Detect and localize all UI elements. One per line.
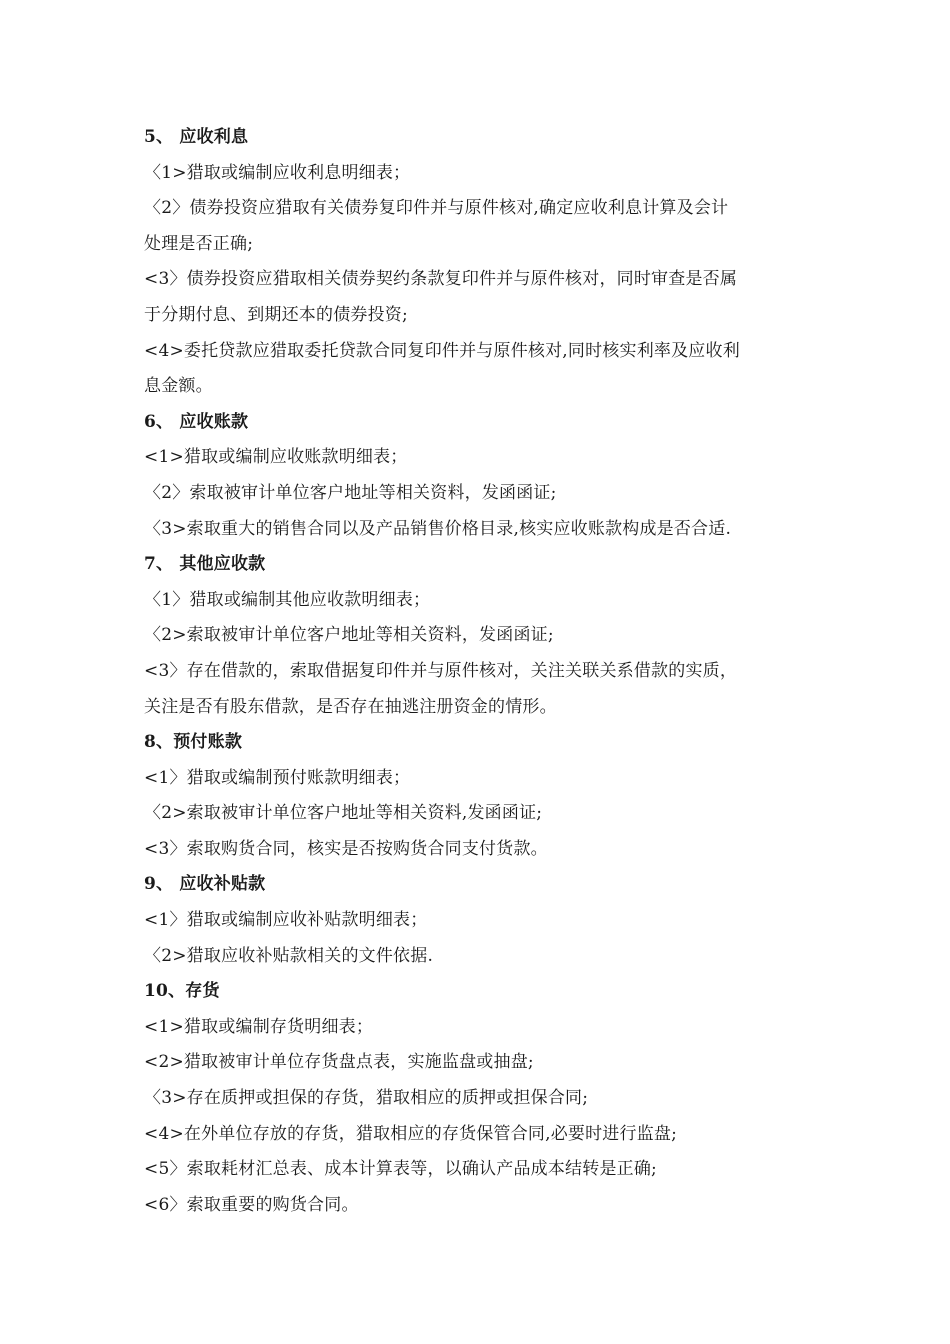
paragraph-line: <3〉债券投资应猎取相关债券契约条款复印件并与原件核对，同时审查是否属 (144, 269, 738, 290)
paragraph-line: <4>在外单位存放的存货，猎取相应的存货保管合同,必要时进行监盘; (144, 1123, 678, 1144)
paragraph-line: <6〉索取重要的购货合同。 (144, 1194, 359, 1215)
paragraph-line: 〈2>索取被审计单位客户地址等相关资料,发函函证; (144, 803, 543, 824)
paragraph-line: <1〉猎取或编制应收补贴款明细表； (144, 910, 428, 931)
section-other-receivables (144, 547, 814, 725)
paragraph-line: 〈2>猎取应收补贴款相关的文件依据. (144, 945, 434, 966)
section-heading: 5、 应收利息 (144, 127, 249, 147)
paragraph-line: <3〉存在借款的，索取借据复印件并与原件核对，关注关联关系借款的实质， (144, 660, 738, 681)
paragraph-line: <1>猎取或编制存货明细表； (144, 1016, 374, 1037)
paragraph-line: 〈2〉债券投资应猎取有关债券复印件并与原件核对,确定应收利息计算及会计 (144, 198, 729, 219)
section-heading: 6、 应收账款 (144, 411, 249, 432)
document-page (144, 120, 814, 1223)
paragraph-line: <4>委托贷款应猎取委托贷款合同复印件并与原件核对,同时核实利率及应收利 (144, 340, 740, 361)
section-heading: 8、预付账款 (144, 732, 243, 753)
section-heading: 7、 其他应收款 (144, 554, 266, 575)
paragraph-line: 〈1〉猎取或编制其他应收款明细表； (144, 589, 431, 610)
paragraph-line: 处理是否正确; (144, 233, 254, 254)
paragraph-line: 息金额。 (144, 376, 213, 397)
paragraph-line: <1>猎取或编制应收账款明细表； (144, 447, 408, 468)
section-heading: 10、存货 (144, 981, 220, 1002)
section-subsidies-receivable (144, 867, 814, 974)
section-accounts-receivable (144, 405, 814, 547)
section-interest-receivable (144, 120, 814, 405)
section-inventory (144, 974, 814, 1223)
paragraph-line: 〈1>猎取或编制应收利息明细表； (144, 162, 411, 183)
section-prepayments (144, 725, 814, 867)
paragraph-line: 〈2〉索取被审计单位客户地址等相关资料，发函函证; (144, 482, 557, 503)
paragraph-line: <3〉索取购货合同，核实是否按购货合同支付货款。 (144, 838, 548, 859)
paragraph-line: 关注是否有股东借款，是否存在抽逃注册资金的情形。 (144, 696, 557, 717)
paragraph-line: 于分期付息、到期还本的债券投资; (144, 304, 408, 325)
paragraph-line: <2>猎取被审计单位存货盘点表，实施监盘或抽盘; (144, 1052, 534, 1073)
paragraph-line: <5〉索取耗材汇总表、成本计算表等，以确认产品成本结转是正确; (144, 1159, 657, 1180)
paragraph-line: 〈3>索取重大的销售合同以及产品销售价格目录,核实应收账款构成是否合适. (144, 518, 732, 539)
paragraph-line: 〈3>存在质押或担保的存货，猎取相应的质押或担保合同; (144, 1088, 589, 1109)
paragraph-line: 〈2>索取被审计单位客户地址等相关资料，发函函证; (144, 625, 554, 646)
section-heading: 9、 应收补贴款 (144, 874, 266, 895)
paragraph-line: <1〉猎取或编制预付账款明细表； (144, 767, 411, 788)
